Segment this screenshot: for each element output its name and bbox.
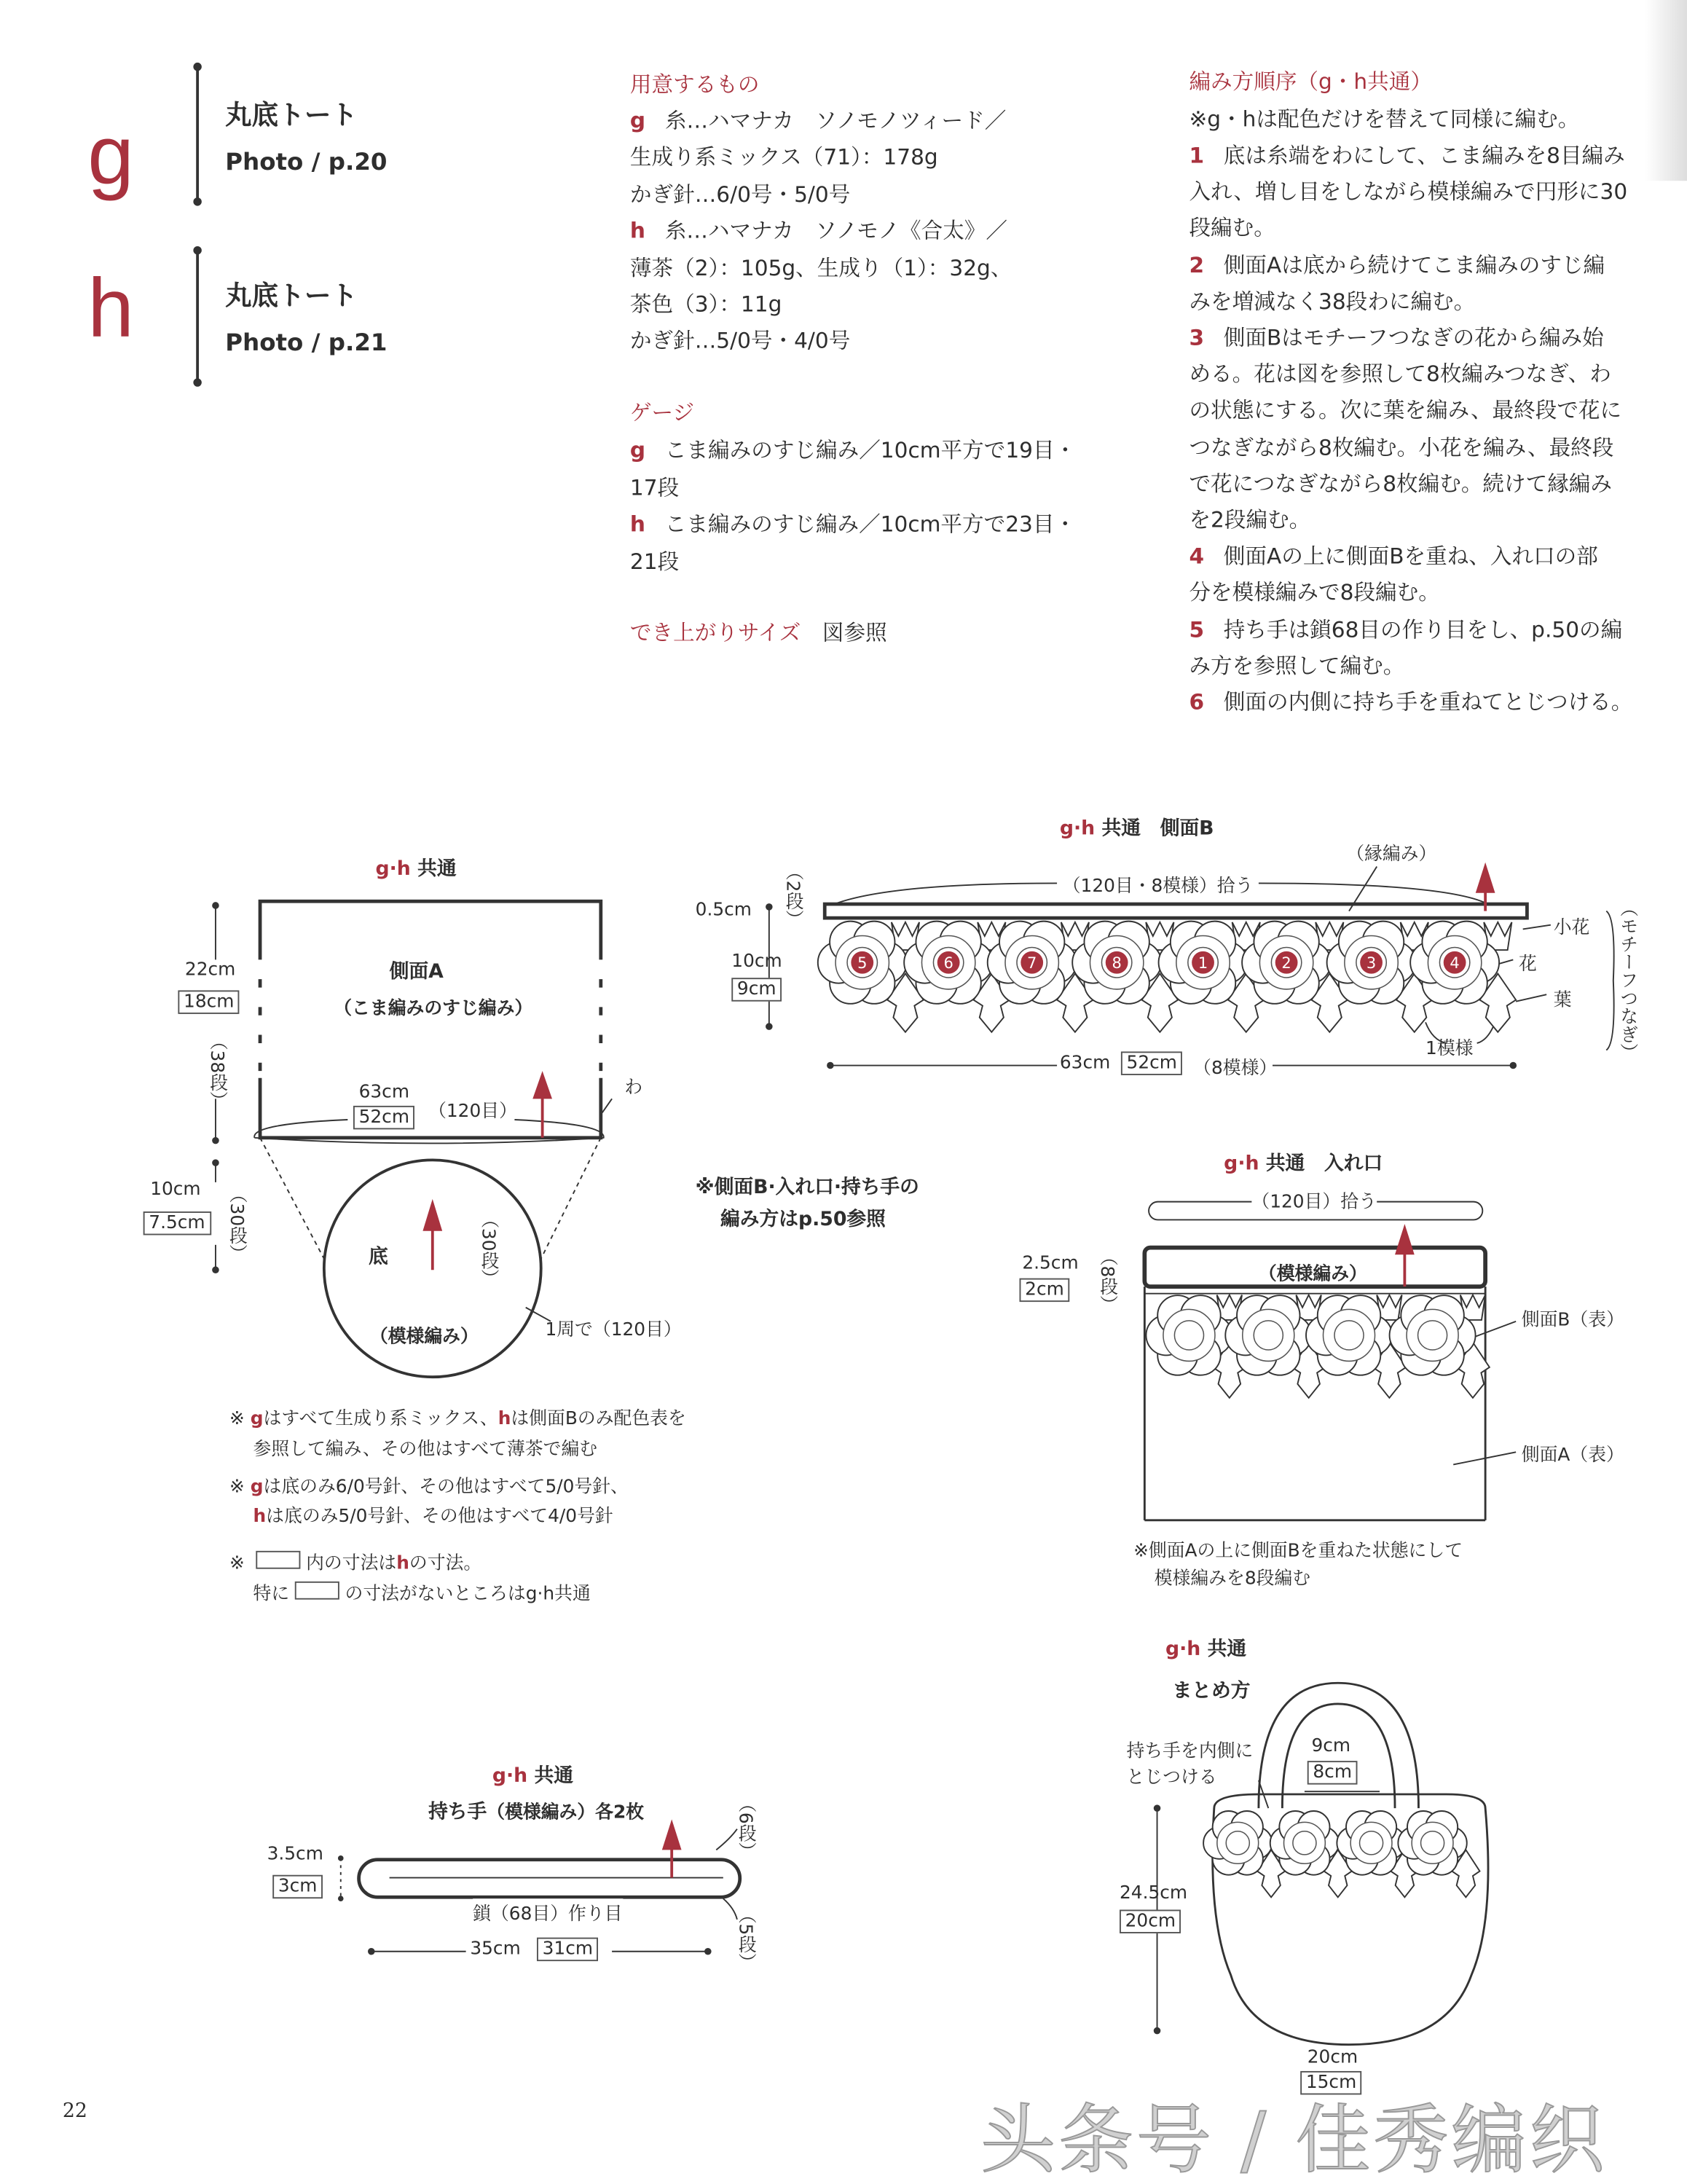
line-text: を2段編む。 [1189, 507, 1311, 533]
gh-mark: g·h [375, 858, 411, 881]
text-line [1189, 613, 1622, 643]
bottom-round: 1周で（120目） [545, 1319, 682, 1341]
handle-stitch: （模様編み）各2枚 [487, 1802, 645, 1824]
flower-motif [1306, 1295, 1392, 1375]
note-t1: はすべて生成り系ミックス、 [263, 1409, 498, 1430]
bottom-height-g: 10cm [150, 1179, 201, 1201]
handle-height-h: 3cm [272, 1875, 323, 1898]
size-heading: でき上がりサイズ [629, 620, 801, 645]
opening-stitch: （模様編み） [1258, 1264, 1367, 1286]
flower-motif [1398, 1811, 1466, 1875]
flower-motif [1327, 922, 1416, 1004]
line-text: 底は糸端をわにして、こま編みを8目編み [1223, 143, 1625, 169]
page-number: 22 [62, 2100, 87, 2123]
gh-mark: g·h [1165, 1638, 1201, 1661]
text-line [630, 325, 850, 356]
note-m1: g [250, 1477, 264, 1498]
line-text: の状態にする。次に葉を編み、最終段で花に [1189, 398, 1622, 424]
size-box-sample [295, 1582, 339, 1600]
line-text: 側面Aの上に側面Bを重ね、入れ口の部 [1223, 543, 1598, 570]
flower-number: 1 [1198, 954, 1208, 972]
mid-note-2: 編み方はp.50参照 [720, 1209, 886, 1231]
line-text: 21段 [629, 549, 680, 574]
bottom-stitch: （模様編み） [369, 1327, 479, 1348]
text-line [1189, 139, 1624, 170]
line-text: 側面Bはモチーフつなぎの花から編み始 [1223, 325, 1604, 351]
text-line [630, 141, 938, 172]
handle-title [492, 1761, 573, 1788]
text-line [1189, 248, 1605, 279]
note-t1: は底のみ6/0号針、その他はすべて5/0号針、 [263, 1477, 629, 1498]
line-text: かぎ針…5/0号・4/0号 [629, 329, 851, 354]
steps-note: ※g・hは配色だけを替えて同様に編む。 [1189, 107, 1580, 133]
note-m2: h [396, 1553, 409, 1575]
opening-rows: （8段） [1096, 1247, 1117, 1313]
line-text: こま編みのすじ編み／10cm平方で19目・ [664, 438, 1077, 463]
text-line [1189, 358, 1611, 388]
note-t1: 内の寸法は [306, 1553, 397, 1575]
flower-motif [1390, 1295, 1476, 1375]
flower-motif [1159, 922, 1248, 1004]
sideB-edge-rows: （2段） [782, 862, 803, 929]
line-text: 糸…ハマナカ ソノモノ《合太》／ [664, 219, 1007, 244]
item-photo-h: Photo / p.21 [225, 329, 388, 358]
bottom-rows: （30段） [476, 1210, 498, 1288]
text-line [630, 251, 1012, 282]
bottom-rows-side: （30段） [225, 1185, 246, 1262]
sideB-width-repeat: （8模様） [1193, 1058, 1278, 1080]
item-photo-g: Photo / p.20 [225, 149, 388, 177]
sideA-name: 側面A [389, 961, 444, 983]
gh-mark: g·h [1059, 817, 1096, 841]
finish-base-h: 15cm [1300, 2071, 1362, 2094]
line-text: める。花は図を参照して8枚編みつなぎ、わ [1189, 361, 1611, 388]
line-text: 持ち手は鎖68目の作り目をし、p.50の編 [1223, 616, 1623, 643]
label-motif: （モチーフつなぎ） [1616, 898, 1637, 1061]
size-value: 図参照 [822, 620, 887, 645]
finish-name: まとめ方 [1172, 1680, 1251, 1702]
note-pre: ※ [229, 1477, 251, 1498]
opening-title [1224, 1149, 1383, 1177]
text-line [1189, 576, 1439, 607]
line-text: こま編みのすじ編み／10cm平方で23目・ [664, 511, 1077, 537]
flower-motif [1337, 1811, 1405, 1875]
sideB-edge: （縁編み） [1346, 844, 1437, 865]
text-line [1189, 649, 1404, 680]
finish-height-h: 20cm [1120, 1909, 1181, 1933]
text-line [630, 104, 1006, 135]
text-line [630, 178, 850, 208]
materials-heading: 用意するもの [629, 72, 760, 98]
handle-label: 持ち手 [428, 1801, 487, 1824]
note-line [253, 1434, 597, 1460]
line-marker: 1 [1189, 143, 1205, 169]
text-line [1189, 467, 1612, 498]
gauge-heading: ゲージ [629, 400, 695, 426]
sideB-edge-height: 0.5cm [695, 900, 752, 921]
sideA-stitches: （120目） [428, 1101, 517, 1123]
text-line [630, 288, 782, 318]
note-line [253, 1579, 590, 1605]
line-text: 分を模様編みで8段編む。 [1189, 580, 1440, 606]
gh-mark: g·h [492, 1764, 528, 1788]
line-text: みを増減なく38段わに編む。 [1189, 288, 1476, 315]
flower-motif [1225, 1295, 1311, 1375]
common-label: 共通 [1265, 1152, 1305, 1176]
watermark: 头条号 / 佳秀编织 [980, 2096, 1608, 2184]
bottom-height-h: 7.5cm [143, 1211, 211, 1235]
flower-number: 6 [943, 954, 953, 972]
label-small-flower: 小花 [1553, 918, 1590, 939]
common-label: 共通 [1207, 1638, 1247, 1661]
line-text: で花につなぎながら8枚編む。続けて縁編み [1189, 471, 1612, 497]
item-letter-g: g [87, 108, 135, 202]
opening-height-h: 2cm [1020, 1278, 1070, 1302]
finish-attach-2: とじつける [1126, 1767, 1217, 1789]
opening-note-2: 模様編みを8段編む [1154, 1568, 1311, 1590]
line-text: 17段 [629, 475, 680, 500]
label-flower: 花 [1518, 954, 1537, 975]
line-text: 入れ、増し目をしながら模様編みで円形に30 [1189, 179, 1628, 205]
note-t2: は側面Bのみ配色表を [511, 1409, 686, 1430]
line-text: 段編む。 [1189, 216, 1275, 242]
common-label: 共通 [1101, 817, 1141, 841]
text-line [1189, 431, 1613, 461]
sideB-height-h: 9cm [731, 978, 782, 1001]
flower-number: 3 [1366, 954, 1377, 972]
handle-rows-bottom: （5段） [734, 1905, 755, 1972]
flower-number: 4 [1450, 954, 1460, 972]
sideB-name: 側面B [1160, 817, 1214, 841]
flower-motif [818, 922, 907, 1004]
finished-size [630, 616, 887, 647]
flower-motif [904, 922, 993, 1004]
note-line [253, 1501, 613, 1527]
line-text: 側面の内側に持ち手を重ねてとじつける。 [1223, 690, 1633, 715]
sideA-height-h: 18cm [178, 990, 240, 1013]
line-marker: g [629, 108, 646, 134]
sideA-rows: （38段） [205, 1032, 227, 1109]
note-line [229, 1548, 481, 1574]
sideB-width-g: 63cm [1059, 1053, 1111, 1074]
label-repeat: 1模様 [1426, 1039, 1474, 1060]
text-line [1189, 176, 1627, 206]
flower-number: 5 [857, 954, 868, 972]
item-title-g: 丸底トート [225, 100, 358, 131]
opening-sideA-label: 側面A（表） [1521, 1445, 1624, 1466]
line-text: 糸…ハマナカ ソノモノツィード／ [664, 108, 1007, 134]
flower-number: 8 [1112, 954, 1122, 972]
item-letter-h: h [87, 261, 135, 355]
text-line [1189, 212, 1275, 243]
finish-title [1165, 1634, 1246, 1662]
sideA-stitch: （こま編みのすじ編み） [334, 998, 533, 1020]
steps-heading: 編み方順序（g・h共通） [1189, 69, 1432, 95]
note-m2: h [498, 1409, 511, 1430]
item-title-h: 丸底トート [225, 280, 358, 312]
line-marker: h [629, 219, 646, 244]
note-pre: ※ [229, 1553, 251, 1575]
text-line [630, 214, 1007, 245]
flower-motif [1242, 922, 1331, 1004]
handle-width-h: 31cm [537, 1938, 599, 1961]
flower-motif [1270, 1811, 1339, 1875]
text-line [1189, 394, 1621, 425]
sideB-width-h: 52cm [1121, 1051, 1183, 1075]
note-t2: の寸法。 [409, 1553, 482, 1575]
sideA-width-g: 63cm [358, 1082, 410, 1104]
sideB-pickup: （120目・8模様）拾う [1063, 871, 1254, 897]
opening-note-1: ※側面Aの上に側面Bを重ねた状態にして [1133, 1541, 1463, 1563]
line-text: 側面Aは底から続けてこま編みのすじ編 [1223, 252, 1605, 278]
line-marker: 6 [1189, 690, 1205, 715]
note-t2: の寸法がないところはg·h共通 [345, 1584, 591, 1606]
note-t1: 参照して編み、その他はすべて薄茶で編む [253, 1439, 598, 1461]
text-line [630, 471, 679, 501]
opening-name: 入れ口 [1324, 1152, 1383, 1176]
flower-number: 2 [1281, 954, 1291, 972]
text-line [1189, 503, 1310, 534]
text-line [1189, 686, 1632, 716]
opening-pickup: （120目）拾う [1251, 1187, 1377, 1213]
sideA-round-label: わ [624, 1077, 643, 1099]
handle-height-g: 3.5cm [267, 1844, 323, 1866]
common-label: 共通 [534, 1764, 573, 1788]
label-leaf: 葉 [1553, 990, 1572, 1012]
note-pre: ※ [229, 1409, 251, 1430]
line-text: 生成り系ミックス（71）：178g [629, 145, 938, 170]
finish-handle-gap-h: 8cm [1307, 1761, 1358, 1784]
text-line [630, 434, 1076, 465]
text-line [1189, 285, 1475, 315]
line-text: 茶色（3）：11g [629, 291, 782, 318]
line-text: み方を参照して編む。 [1189, 653, 1405, 679]
sideA-height-g: 22cm [184, 959, 236, 981]
line-marker: 4 [1189, 543, 1205, 570]
text-line [630, 508, 1076, 538]
flower-motif [1203, 1811, 1272, 1875]
text-line [1189, 540, 1597, 570]
mid-note-1: ※側面B·入れ口·持ち手の [695, 1177, 919, 1199]
line-marker: g [629, 438, 646, 463]
note-t1: は底のみ5/0号針、その他はすべて4/0号針 [266, 1506, 613, 1528]
line-text: 薄茶（2）：105g、生成り（1）：32g、 [629, 255, 1012, 280]
flower-motif [1072, 922, 1161, 1004]
sideA-width-h: 52cm [353, 1106, 415, 1129]
sideB-title [1060, 814, 1214, 841]
text-line [1189, 321, 1603, 352]
note-line [229, 1472, 629, 1498]
opening-sideB-label: 側面B（表） [1521, 1310, 1624, 1332]
text-line [630, 544, 679, 575]
line-marker: 2 [1189, 252, 1205, 278]
flower-motif [988, 922, 1077, 1004]
line-text: かぎ針…6/0号・5/0号 [629, 181, 851, 208]
note-m1: h [253, 1506, 267, 1528]
sideB-height-g: 10cm [731, 951, 782, 973]
line-marker: 5 [1189, 616, 1205, 643]
sideA-title [376, 854, 457, 881]
flower-motif [1146, 1295, 1232, 1375]
flower-number: 7 [1027, 954, 1037, 972]
flower-motif [1410, 922, 1499, 1004]
handle-rows-top: （6段） [734, 1794, 755, 1861]
line-marker: h [629, 511, 646, 537]
handle-width-g: 35cm [470, 1939, 521, 1960]
gh-mark: g·h [1224, 1152, 1259, 1176]
size-box-sample [256, 1551, 300, 1569]
note-line [229, 1403, 686, 1429]
finish-attach-1: 持ち手を内側に [1126, 1741, 1254, 1763]
finish-base-g: 20cm [1307, 2047, 1358, 2069]
note-m1: g [250, 1409, 264, 1430]
handle-chain: 鎖（68目）作り目 [473, 1898, 622, 1925]
line-text: つなぎながら8枚編む。小花を編み、最終段 [1189, 434, 1614, 460]
opening-height-g: 2.5cm [1022, 1253, 1079, 1274]
handle-name [428, 1797, 644, 1825]
bottom-name: 底 [368, 1246, 388, 1269]
common-label: 共通 [417, 858, 457, 881]
note-t1: 特に [253, 1584, 290, 1606]
line-marker: 3 [1189, 325, 1205, 351]
finish-handle-gap-g: 9cm [1311, 1735, 1351, 1757]
finish-height-g: 24.5cm [1119, 1883, 1188, 1904]
